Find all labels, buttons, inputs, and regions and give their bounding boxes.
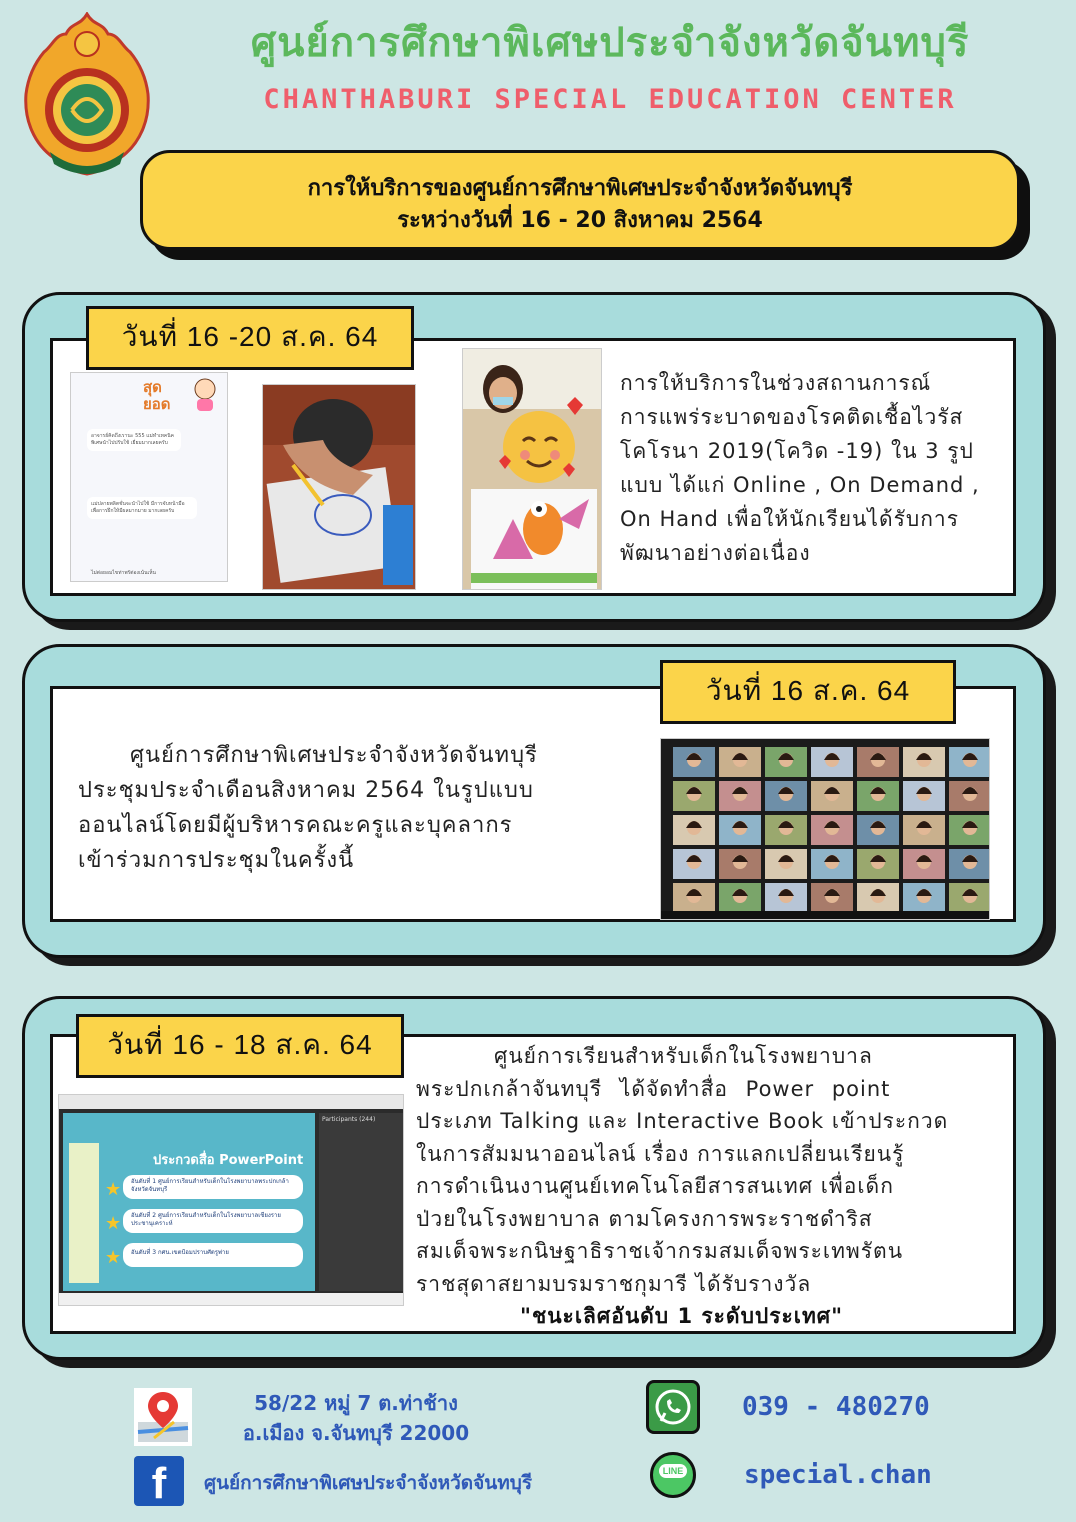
section-2-line: ประชุมประจำเดือนสิงหาคม 2564 ในรูปแบบ bbox=[78, 778, 534, 803]
section-2-text bbox=[78, 738, 648, 878]
section-1-line: แบบ ได้แก่ Online , On Demand , bbox=[620, 473, 980, 497]
date-tag-3: วันที่ 16 - 18 ส.ค. 64 bbox=[76, 1014, 404, 1078]
student-drawing-photo bbox=[262, 384, 416, 590]
address-line-1: 58/22 หมู่ 7 ต.ท่าช้าง bbox=[254, 1391, 458, 1415]
facebook-page-link[interactable]: ศูนย์การศึกษาพิเศษประจำจังหวัดจันทบุรี bbox=[204, 1472, 533, 1494]
section-2-line: ออนไลน์โดยมีผู้บริหารคณะครูและบุคลากร bbox=[78, 813, 513, 838]
phone-number[interactable]: 039 - 480270 bbox=[742, 1392, 930, 1422]
page-title: ศูนย์การศึกษาพิเศษประจำจังหวัดจันทบุรี bbox=[250, 20, 970, 66]
award-text: "ชนะเลิศอันดับ 1 ระดับประเทศ" bbox=[520, 1304, 844, 1328]
section-3-line: ราชสุดาสยามบรมราชกุมารี ได้รับรางวัล bbox=[416, 1271, 812, 1296]
slide-rank-3: อันดับที่ 3 กศน.เขตป้อมปราบศัตรูพ่าย bbox=[123, 1243, 303, 1267]
map-pin-icon bbox=[134, 1388, 192, 1446]
banner-line-2: ระหว่างวันที่ 16 - 20 สิงหาคม 2564 bbox=[397, 208, 763, 233]
participants-label: Participants (244) bbox=[322, 1116, 376, 1123]
section-3-text bbox=[416, 1040, 1002, 1333]
line-id[interactable]: special.chan bbox=[744, 1460, 932, 1490]
window-toolbar bbox=[59, 1095, 404, 1109]
star-icon: ★ bbox=[105, 1179, 122, 1200]
address bbox=[206, 1388, 506, 1448]
page-subtitle: CHANTHABURI SPECIAL EDUCATION CENTER bbox=[263, 84, 957, 115]
slide-rank-2: อันดับที่ 2 ศูนย์การเรียนสำหรับเด็กในโรงพยาบาลเชียงรายประชานุเคราะห์ bbox=[123, 1209, 303, 1233]
section-1-text bbox=[620, 366, 1010, 570]
slide-rank-1: อันดับที่ 1 ศูนย์การเรียนสำหรับเด็กในโรงพยาบาลพระปกเกล้า จังหวัดจันทบุรี bbox=[123, 1175, 303, 1199]
date-tag-1: วันที่ 16 -20 ส.ค. 64 bbox=[86, 306, 414, 370]
section-3-line: สมเด็จพระกนิษฐาธิราชเจ้ากรมสมเด็จพระเทพรัตน bbox=[416, 1239, 904, 1263]
section-3-line: ศูนย์การเรียนสำหรับเด็กในโรงพยาบาล bbox=[494, 1044, 873, 1068]
whatsapp-icon bbox=[646, 1380, 700, 1434]
line-app-icon bbox=[650, 1452, 696, 1498]
chat-message-1: อาจารย์คิดถึงเรานะ 555 แม่ทำเทคนิคพิเศษนำไปปรับใช้ เยี่ยมมากเลยครับ bbox=[87, 429, 181, 451]
powerpoint-contest-screenshot bbox=[58, 1094, 404, 1306]
section-3-line: การดำเนินงานศูนย์เทคโนโลยีสารสนเทศ เพื่อเด็ก bbox=[416, 1174, 894, 1198]
chat-message-3: ไม่ต่อยอมไขท่าพรัต่องเน้นเห็น bbox=[91, 570, 156, 576]
facebook-icon: f bbox=[134, 1456, 184, 1506]
section-3-line: ป่วยในโรงพยาบาล ตามโครงการพระราชดำริส bbox=[416, 1206, 873, 1231]
slide-title: ประกวดสื่อ PowerPoint bbox=[153, 1153, 304, 1168]
section-1-line: พัฒนาอย่างต่อเนื่อง bbox=[620, 541, 811, 565]
banner bbox=[140, 150, 1020, 250]
school-emblem-icon bbox=[22, 12, 152, 182]
chat-screenshot bbox=[70, 372, 228, 582]
online-meeting-screenshot bbox=[660, 738, 990, 920]
star-icon: ★ bbox=[105, 1213, 122, 1234]
student-artwork-photo bbox=[462, 348, 602, 590]
line-badge-text: LINE bbox=[659, 1464, 688, 1478]
section-3-line: พระปกเกล้าจันทบุรี ได้จัดทำสื่อ Power point bbox=[416, 1076, 891, 1101]
participants-panel bbox=[319, 1113, 403, 1291]
section-1-line: โคโรนา 2019(โควิด -19) ใน 3 รูป bbox=[620, 439, 974, 463]
slide bbox=[63, 1113, 315, 1291]
banner-line-1: การให้บริการของศูนย์การศึกษาพิเศษประจำจังหวัดจันทบุรี bbox=[307, 176, 853, 201]
slide-thumbnail-strip bbox=[69, 1143, 99, 1283]
section-2-line: ศูนย์การศึกษาพิเศษประจำจังหวัดจันทบุรี bbox=[130, 743, 538, 768]
chat-message-2: แม่ปลายพลิตชั่นจะนำไปใช้ มีการจับหน้ามือ เพื่อการฝึกให้มีผลมากมาย มากเลยครับ bbox=[87, 497, 197, 519]
star-icon: ★ bbox=[105, 1247, 122, 1268]
date-tag-2: วันที่ 16 ส.ค. 64 bbox=[660, 660, 956, 724]
section-1-line: On Hand เพื่อให้นักเรียนได้รับการ bbox=[620, 507, 960, 531]
meeting-toolbar bbox=[661, 911, 990, 920]
chat-sticker-text: สุด ยอด bbox=[143, 378, 171, 413]
section-1-line: การให้บริการในช่วงสถานการณ์ bbox=[620, 371, 932, 395]
address-line-2: อ.เมือง จ.จันทบุรี 22000 bbox=[242, 1421, 470, 1445]
cartoon-sticker-icon bbox=[189, 377, 221, 413]
meeting-video-grid bbox=[661, 739, 990, 920]
section-2-line: เข้าร่วมการประชุมในครั้งนี้ bbox=[78, 848, 355, 873]
section-3-line: ประเภท Talking และ Interactive Book เข้าประกวด bbox=[416, 1109, 949, 1133]
section-1-line: การแพร่ระบาดของโรคติดเชื้อไวรัส bbox=[620, 405, 964, 429]
taskbar bbox=[59, 1293, 404, 1306]
section-3-line: ในการสัมมนาออนไลน์ เรื่อง การแลกเปลี่ยนเรียนรู้ bbox=[416, 1141, 905, 1166]
